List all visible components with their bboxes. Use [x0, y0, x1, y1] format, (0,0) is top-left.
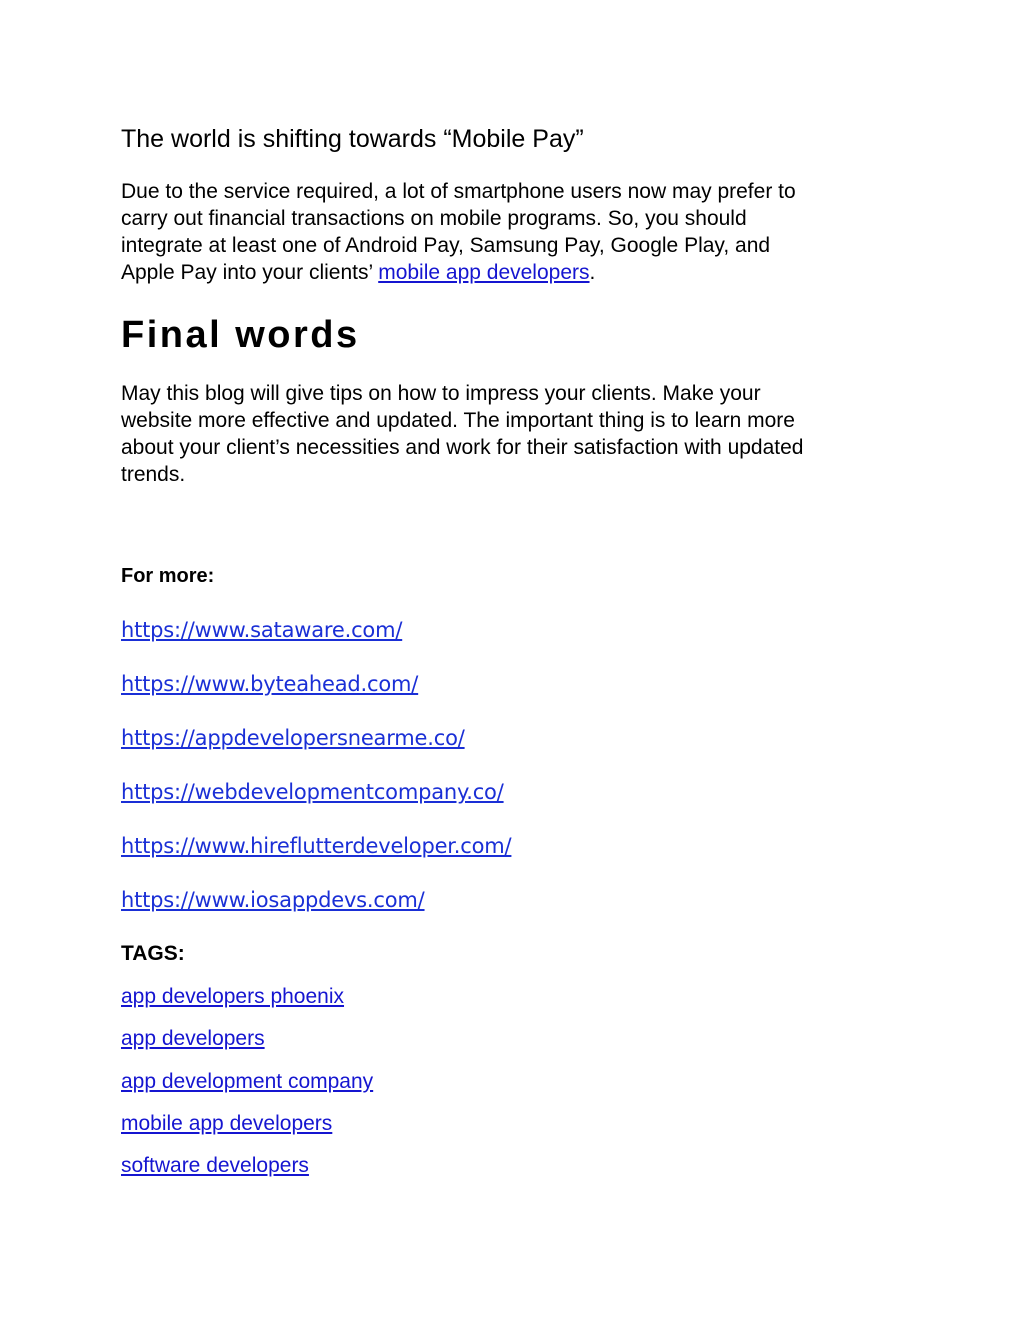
final-words-paragraph [121, 380, 901, 488]
mobile-app-developers-link[interactable]: mobile app developers [378, 261, 590, 284]
tag-link[interactable]: app developers phoenix [121, 985, 345, 1008]
paragraph-line: website more effective and updated. The important thing is to learn more [121, 409, 795, 432]
iosappdevs-link[interactable]: https://www.iosappdevs.com/ [121, 888, 425, 912]
paragraph-text: . [589, 261, 596, 284]
tag-link[interactable]: app developers [121, 1027, 265, 1050]
tag-link[interactable]: software developers [121, 1154, 309, 1177]
paragraph-line [121, 259, 901, 286]
for-more-label: For more: [121, 565, 215, 587]
tags-label: TAGS: [121, 942, 185, 965]
paragraph-line: Due to the service required, a lot of smartphone users now may prefer to [121, 180, 796, 203]
paragraph-line: May this blog will give tips on how to impress your clients. Make your [121, 382, 761, 405]
paragraph-line: carry out financial transactions on mobile programs. So, you should [121, 207, 747, 230]
section-subheading: The world is shifting towards “Mobile Pay” [121, 125, 584, 153]
tag-link[interactable]: app development company [121, 1070, 374, 1093]
appdevelopersnearme-link[interactable]: https://appdevelopersnearme.co/ [121, 726, 465, 750]
paragraph-text: Apple Pay into your clients’ [121, 261, 379, 284]
byteahead-link[interactable]: https://www.byteahead.com/ [121, 672, 419, 696]
final-words-heading: Final words [121, 314, 360, 356]
paragraph-line: trends. [121, 463, 186, 486]
sataware-link[interactable]: https://www.sataware.com/ [121, 618, 403, 642]
webdevelopmentcompany-link[interactable]: https://webdevelopmentcompany.co/ [121, 780, 504, 804]
paragraph-line: integrate at least one of Android Pay, Samsung Pay, Google Play, and [121, 234, 771, 257]
hireflutterdeveloper-link[interactable]: https://www.hireflutterdeveloper.com/ [121, 834, 512, 858]
mobile-pay-paragraph [121, 178, 901, 286]
paragraph-line: about your client’s necessities and work for their satisfaction with updated [121, 436, 804, 459]
tag-link[interactable]: mobile app developers [121, 1112, 333, 1135]
